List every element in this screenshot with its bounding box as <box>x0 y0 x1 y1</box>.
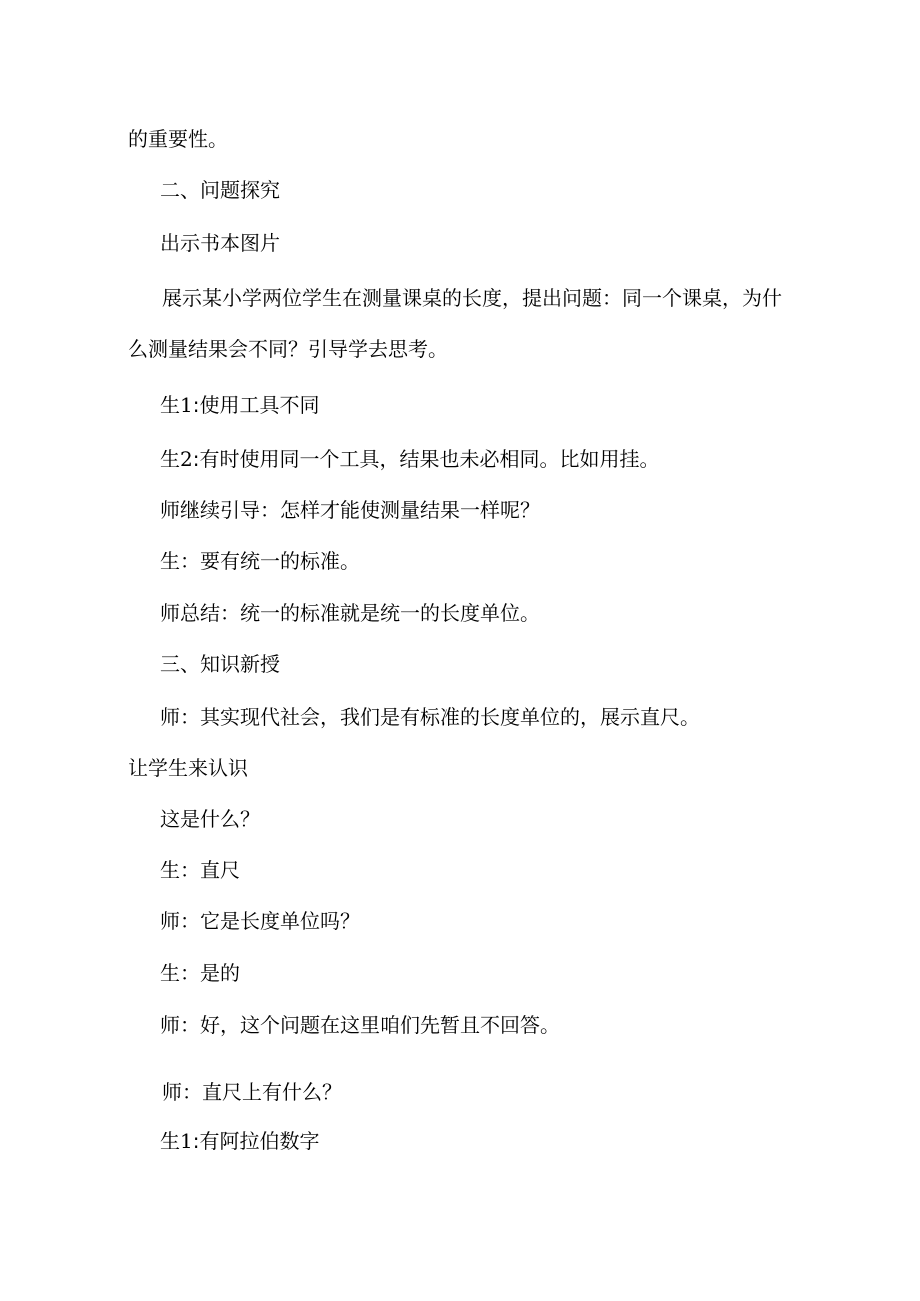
text-line: 这是什么？ <box>160 807 260 831</box>
dialogue-text: :有时使用同一个工具，结果也未必相同。比如用挂。 <box>192 447 660 471</box>
text-line: 师：直尺上有什么？ <box>162 1080 342 1104</box>
text-line: 让学生来认识 <box>128 756 248 780</box>
text-line: 生：直尺 <box>160 858 240 882</box>
text-line: 师：其实现代社会，我们是有标准的长度单位的，展示直尺。 <box>160 705 700 729</box>
text-line: 师：它是长度单位吗？ <box>160 909 360 933</box>
text-line: 出示书本图片 <box>160 231 280 255</box>
text-line: 的重要性。 <box>128 127 228 151</box>
speaker-number: 2 <box>180 447 193 471</box>
text-line: 生：要有统一的标准。 <box>160 549 360 573</box>
text-line: 师：好，这个问题在这里咱们先暂且不回答。 <box>160 1013 560 1037</box>
speaker-number: 1 <box>180 393 193 417</box>
text-line: 生：是的 <box>160 961 240 985</box>
speaker-number: 1 <box>180 1129 193 1153</box>
text-line: 师总结：统一的标准就是统一的长度单位。 <box>160 601 540 625</box>
dialogue-line <box>160 445 659 473</box>
section-heading: 三、知识新授 <box>160 652 280 676</box>
speaker-label: 生 <box>160 1129 180 1153</box>
text-line: 么测量结果会不同？引导学去思考。 <box>128 337 448 361</box>
speaker-label: 生 <box>160 393 180 417</box>
text-line: 师继续引导：怎样才能使测量结果一样呢？ <box>160 498 540 522</box>
text-line: 展示某小学两位学生在测量课桌的长度，提出问题：同一个课桌，为什 <box>162 286 782 310</box>
dialogue-text: :有阿拉伯数字 <box>192 1129 320 1153</box>
dialogue-line <box>160 391 319 419</box>
speaker-label: 生 <box>160 447 180 471</box>
dialogue-text: :使用工具不同 <box>192 393 320 417</box>
dialogue-line <box>160 1127 319 1155</box>
section-heading: 二、问题探究 <box>160 178 280 202</box>
